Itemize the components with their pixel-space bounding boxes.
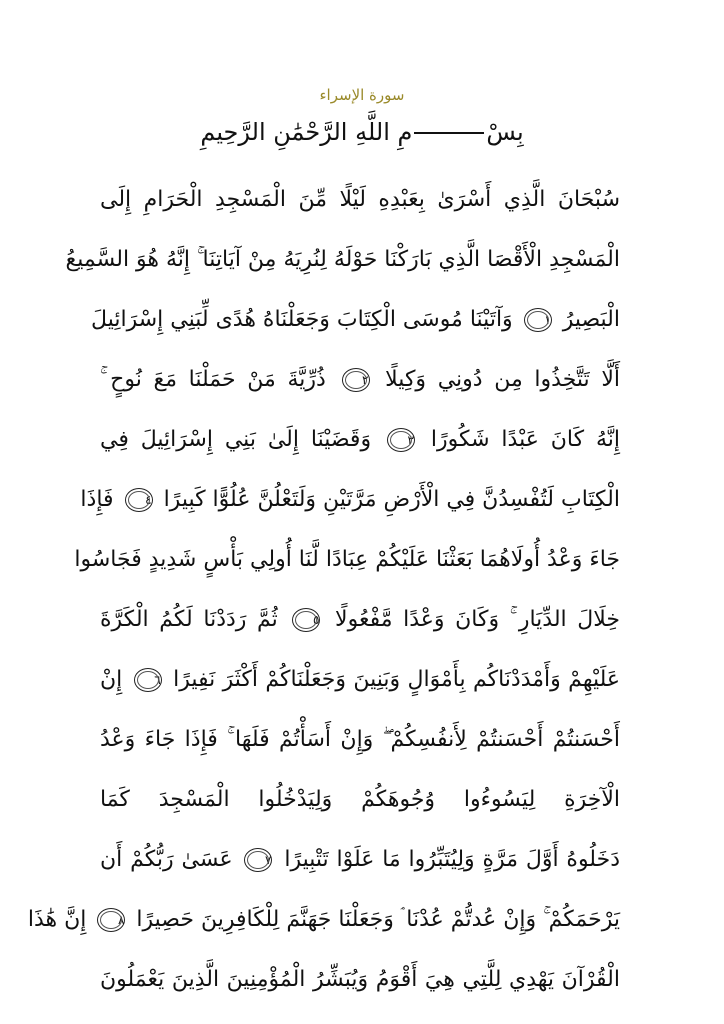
- verse-text: أَلَّا تَتَّخِذُوا مِن دُونِي وَكِيلًا: [385, 367, 621, 392]
- verse-line: [100, 710, 620, 770]
- verse-text: خِلَالَ الدِّيَارِ ۚ وَكَانَ وَعْدًا مَّفْعُولًا: [335, 607, 620, 632]
- verse-line: [100, 410, 620, 470]
- verse-line: [100, 950, 620, 1010]
- verse-text: وَآتَيْنَا مُوسَى الْكِتَابَ وَجَعَلْنَاهُ هُدًى لِّبَنِي إِسْرَائِيلَ: [91, 307, 513, 332]
- verse-text-block: [27, 170, 621, 1010]
- ayah-number-marker: ٨: [97, 908, 125, 932]
- verse-line: [100, 650, 620, 710]
- verse-line: [100, 350, 620, 410]
- verse-line: [100, 770, 620, 830]
- verse-line: [91, 290, 620, 350]
- verse-line: [74, 530, 620, 590]
- ayah-number-marker: ٧: [244, 848, 272, 872]
- ayah-number-marker: ٣: [387, 428, 415, 452]
- verse-text: الْقُرْآنَ يَهْدِي لِلَّتِي هِيَ أَقْوَمُ وَيُبَشِّرُ الْمُؤْمِنِينَ الَّذِينَ يَعْمَلُونَ: [100, 967, 620, 992]
- verse-text: أَحْسَنتُمْ أَحْسَنتُمْ لِأَنفُسِكُمْ ۖ وَإِنْ أَسَأْتُمْ فَلَهَا ۚ فَإِذَا جَاءَ وَعْدُ: [100, 727, 620, 752]
- ayah-number-marker: ١: [524, 308, 552, 332]
- verse-text: الْمَسْجِدِ الْأَقْصَا الَّذِي بَارَكْنَا حَوْلَهُ لِنُرِيَهُ مِنْ آيَاتِنَا ۚ إِنَّهُ هُوَ السَّمِيعُ: [65, 247, 620, 272]
- verse-text: إِنَّ هَٰذَا: [27, 907, 87, 932]
- verse-text: ثُمَّ رَدَدْنَا لَكُمُ الْكَرَّةَ: [100, 607, 278, 632]
- verse-text: يَرْحَمَكُمْ ۚ وَإِنْ عُدتُّمْ عُدْنَا ۘ وَجَعَلْنَا جَهَنَّمَ لِلْكَافِرِينَ حَصِيرًا: [136, 907, 620, 932]
- verse-text: إِنَّهُ كَانَ عَبْدًا شَكُورًا: [430, 427, 620, 452]
- verse-text: الْآخِرَةِ لِيَسُوءُوا وُجُوهَكُمْ وَلِيَدْخُلُوا الْمَسْجِدَ كَمَا: [100, 787, 620, 812]
- verse-text: إِنْ: [100, 667, 123, 692]
- basmala-start: بِسْ: [486, 118, 524, 146]
- verse-text: عَسَىٰ رَبُّكُمْ أَن: [100, 847, 233, 872]
- verse-text: سُبْحَانَ الَّذِي أَسْرَىٰ بِعَبْدِهِ لَيْلًا مِّنَ الْمَسْجِدِ الْحَرَامِ إِلَى: [100, 187, 620, 212]
- ayah-number-marker: ٥: [292, 608, 320, 632]
- verse-line: [100, 830, 620, 890]
- basmala-kashida: [414, 132, 484, 134]
- verse-line: [80, 470, 620, 530]
- verse-line: [100, 590, 620, 650]
- ayah-number-marker: ٢: [342, 368, 370, 392]
- basmala: [0, 118, 724, 146]
- surah-title: سورة الإسراء: [319, 86, 405, 104]
- verse-line: [65, 230, 620, 290]
- verse-text: ذُرِّيَّةَ مَنْ حَمَلْنَا مَعَ نُوحٍ ۚ: [100, 367, 326, 392]
- verse-text: دَخَلُوهُ أَوَّلَ مَرَّةٍ وَلِيُتَبِّرُوا مَا عَلَوْا تَتْبِيرًا: [284, 847, 620, 872]
- verse-line: [100, 170, 620, 230]
- basmala-end: مِ اللَّهِ الرَّحْمَٰنِ الرَّحِيمِ: [200, 118, 413, 146]
- verse-text: وَقَضَيْنَا إِلَىٰ بَنِي إِسْرَائِيلَ فِي: [100, 427, 372, 452]
- verse-text: عَلَيْهِمْ وَأَمْدَدْنَاكُم بِأَمْوَالٍ وَبَنِينَ وَجَعَلْنَاكُمْ أَكْثَرَ نَفِيرًا: [173, 667, 621, 692]
- verse-line: [27, 890, 620, 950]
- verse-text: جَاءَ وَعْدُ أُولَاهُمَا بَعَثْنَا عَلَيْكُمْ عِبَادًا لَّنَا أُولِي بَأْسٍ شَدِيدٍ فَجَاسُوا: [74, 547, 620, 572]
- ayah-number-marker: ٦: [134, 668, 162, 692]
- ayah-number-marker: ٤: [125, 488, 153, 512]
- verse-text: فَإِذَا: [80, 487, 114, 512]
- verse-text: الْبَصِيرُ: [562, 307, 620, 332]
- verse-text: الْكِتَابِ لَتُفْسِدُنَّ فِي الْأَرْضِ مَرَّتَيْنِ وَلَتَعْلُنَّ عُلُوًّا كَبِيرًا: [163, 487, 620, 512]
